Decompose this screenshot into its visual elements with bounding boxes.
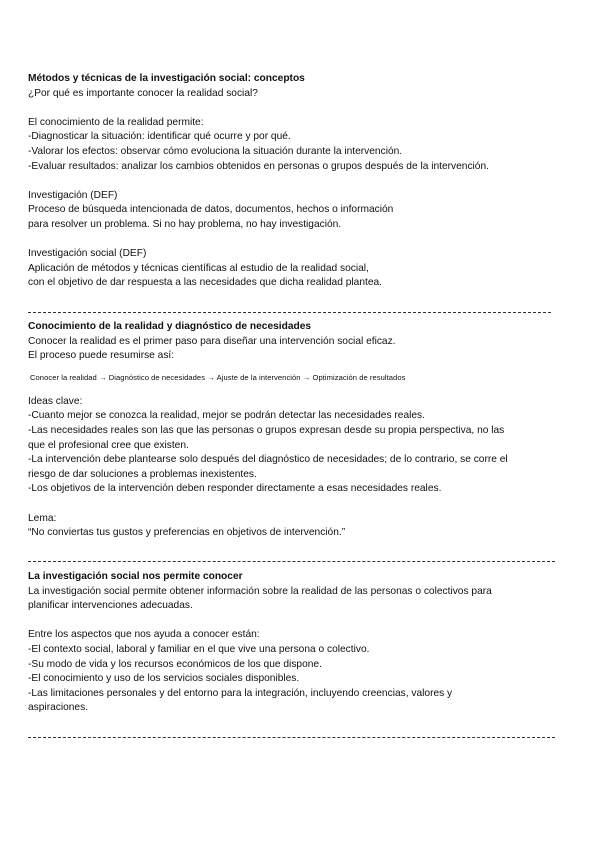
section1-question: ¿Por qué es importante conocer la realidad social? (28, 87, 258, 99)
idea-line: -Las necesidades reales son las que las personas o grupos expresan desde su propia perspectiva, no las (28, 425, 505, 437)
spacer (28, 291, 574, 306)
document-page (28, 72, 574, 745)
aspect-line: -Las limitaciones personales y del entorno para la integración, incluyendo creencias, valores y (28, 687, 453, 699)
definition-line: Proceso de búsqueda intencionada de datos, documentos, hechos o información (28, 204, 394, 216)
section1-item: -Diagnosticar la situación: identificar qué ocurre y por qué. (28, 131, 291, 143)
spacer (28, 233, 574, 248)
idea-line: riesgo de dar soluciones a problemas inexistentes. (28, 468, 257, 480)
section3-title: La investigación social nos permite conocer (28, 571, 243, 582)
definition-heading-investigacion: Investigación (DEF) (28, 189, 118, 201)
spacer (28, 383, 574, 395)
motto-heading: Lema: (28, 512, 57, 524)
definition-line: con el objetivo de dar respuesta a las necesidades que dicha realidad plantea. (28, 277, 382, 289)
section-divider (28, 306, 574, 321)
aspect-line: -Su modo de vida y los recursos económicos de los que dispone. (28, 658, 322, 670)
idea-line: -Los objetivos de la intervención deben responder directamente a esas necesidades reales. (28, 483, 442, 495)
idea-line: que el profesional cree que existen. (28, 439, 189, 451)
aspect-line: aspiraciones. (28, 702, 89, 714)
motto-quote: “No conviertas tus gustos y preferencias en objetivos de intervención.” (28, 527, 346, 539)
section3-intro-line: planificar intervenciones adecuadas. (28, 600, 193, 612)
section1-item: -Evaluar resultados: analizar los cambios obtenidos en personas o grupos después de la intervención. (28, 160, 489, 172)
section-divider (28, 731, 574, 746)
definition-line: Aplicación de métodos y técnicas científicas al estudio de la realidad social, (28, 262, 369, 274)
section2-intro-line: Conocer la realidad es el primer paso para diseñar una intervención social eficaz. (28, 335, 396, 347)
section2-intro-line: El proceso puede resumirse así: (28, 350, 175, 362)
aspects-heading: Entre los aspectos que nos ayuda a conocer están: (28, 629, 260, 641)
spacer (28, 497, 574, 512)
spacer (28, 174, 574, 189)
section2-title: Conocimiento de la realidad y diagnóstico de necesidades (28, 321, 312, 333)
section3-intro-line: La investigación social permite obtener información sobre la realidad de las personas o colectivos para (28, 585, 492, 597)
definition-line: para resolver un problema. Si no hay problema, no hay investigación. (28, 218, 342, 230)
section-divider (28, 555, 574, 570)
process-flow: Conocer la realidad → Diagnóstico de necesidades → Ajuste de la intervención → Optimización de resultados (30, 372, 406, 382)
definition-heading-investigacion-social: Investigación social (DEF) (28, 248, 147, 260)
aspect-line: -El conocimiento y uso de los servicios sociales disponibles. (28, 673, 300, 685)
spacer (28, 716, 574, 731)
aspect-line: -El contexto social, laboral y familiar en el que vive una persona o colectivo. (28, 643, 370, 655)
section1-title: Métodos y técnicas de la investigación social: conceptos (28, 73, 305, 84)
section1-intro: El conocimiento de la realidad permite: (28, 116, 204, 128)
section1-item: -Valorar los efectos: observar cómo evoluciona la situación durante la intervención. (28, 145, 403, 157)
idea-line: -La intervención debe plantearse solo después del diagnóstico de necesidades; de lo contrario, se corre el (28, 454, 508, 466)
spacer (28, 614, 574, 629)
spacer (28, 541, 574, 556)
spacer (28, 101, 574, 116)
ideas-heading: Ideas clave: (28, 395, 83, 407)
idea-line: -Cuanto mejor se conozca la realidad, mejor se podrán detectar las necesidades reales. (28, 410, 425, 422)
